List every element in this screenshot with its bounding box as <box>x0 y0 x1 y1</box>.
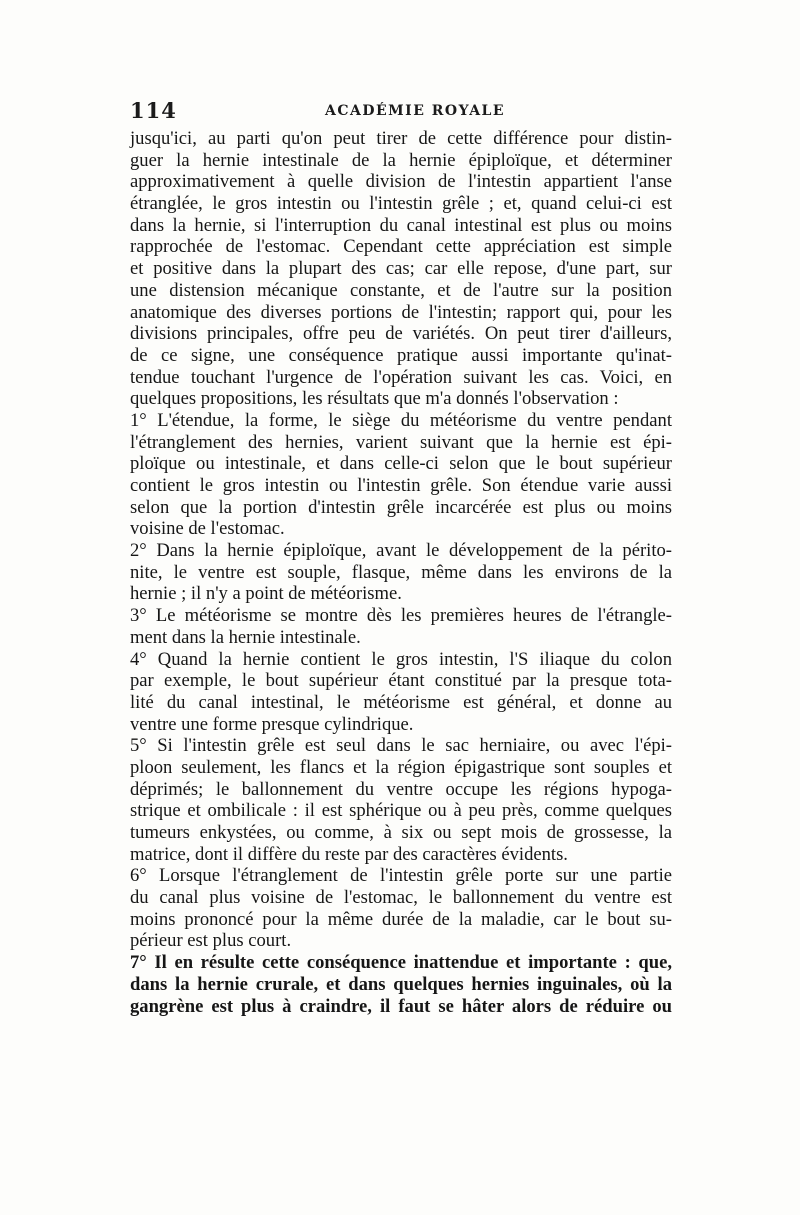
text-line: étranglée, le gros intestin ou l'intestin grêle ; et, quand celui-ci est <box>130 193 672 215</box>
text-line: ment dans la hernie intestinale. <box>130 626 361 648</box>
text-line: divisions principales, offre peu de variétés. On peut tirer d'ailleurs, <box>130 323 672 345</box>
text-line: lité du canal intestinal, le météorisme est général, et donne au <box>130 691 672 713</box>
text-line: selon que la portion d'intestin grêle incarcérée est plus ou moins <box>130 496 672 518</box>
text-line: rapprochée de l'estomac. Cependant cette appréciation est simple <box>130 236 672 258</box>
page-header <box>130 98 670 124</box>
text-line: approximativement à quelle division de l'intestin appartient l'anse <box>130 171 672 193</box>
text-line: périeur est plus court. <box>130 930 292 952</box>
text-line: 2° Dans la hernie épiploïque, avant le développement de la périto- <box>130 540 672 562</box>
text-line: une distension mécanique constante, et de l'autre sur la position <box>130 279 672 301</box>
text-line: 5° Si l'intestin grêle est seul dans le sac herniaire, ou avec l'épi- <box>130 735 672 757</box>
text-line: ploïque ou intestinale, et dans celle-ci selon que le bout supérieur <box>130 453 672 475</box>
text-line: 6° Lorsque l'étranglement de l'intestin grêle porte sur une partie <box>130 865 672 887</box>
text-line: contient le gros intestin ou l'intestin grêle. Son étendue varie aussi <box>130 475 672 496</box>
text-line: l'étranglement des hernies, varient suivant que la hernie est épi- <box>130 431 672 453</box>
text-line: 7° Il en résulte cette conséquence inattendue et importante : que, <box>130 952 672 974</box>
text-line: tumeurs enkystées, ou comme, à six ou sept mois de grossesse, la <box>130 822 672 843</box>
text-line: dans la hernie crurale, et dans quelques hernies inguinales, où la <box>130 973 672 995</box>
body-text <box>130 128 672 1017</box>
text-line: par exemple, le bout supérieur étant constitué par la presque tota- <box>130 670 672 692</box>
text-line: dans la hernie, si l'interruption du canal intestinal est plus ou moins <box>130 214 672 236</box>
text-line: jusqu'ici, au parti qu'on peut tirer de cette différence pour distin- <box>130 128 672 149</box>
text-line: hernie ; il n'y a point de météorisme. <box>130 583 402 605</box>
text-line: quelques propositions, les résultats que m'a donnés l'observation : <box>130 388 619 410</box>
text-line: nite, le ventre est souple, flasque, même dans les environs de la <box>130 561 672 583</box>
text-line: 3° Le météorisme se montre dès les premières heures de l'étrangle- <box>130 605 672 627</box>
text-line: 1° L'étendue, la forme, le siège du météorisme du ventre pendant <box>130 409 672 431</box>
text-line: guer la hernie intestinale de la hernie épiploïque, et déterminer <box>130 149 672 171</box>
text-line: du canal plus voisine de l'estomac, le ballonnement du ventre est <box>130 887 672 909</box>
text-line: de ce signe, une conséquence pratique aussi importante qu'inat- <box>130 344 672 366</box>
text-line: ploon seulement, les flancs et la région épigastrique sont souples et <box>130 756 672 778</box>
text-line: ventre une forme presque cylindrique. <box>130 713 414 735</box>
page-number: 114 <box>130 98 177 123</box>
text-line: 4° Quand la hernie contient le gros intestin, l'S iliaque du colon <box>130 648 672 670</box>
text-line: voisine de l'estomac. <box>130 518 285 540</box>
text-line: strique et ombilicale : il est sphérique ou à peu près, comme quelques <box>130 800 672 822</box>
text-line: anatomique des diverses portions de l'intestin; rapport qui, pour les <box>130 301 672 323</box>
text-line: et positive dans la plupart des cas; car elle repose, d'une part, sur <box>130 258 672 280</box>
text-line: tendue touchant l'urgence de l'opération suivant les cas. Voici, en <box>130 366 672 388</box>
text-line: moins prononcé pour la même durée de la maladie, car le bout su- <box>130 908 672 930</box>
text-line: déprimés; le ballonnement du ventre occupe les régions hypoga- <box>130 778 672 800</box>
running-head: ACADÉMIE ROYALE <box>325 103 506 119</box>
text-line: matrice, dont il diffère du reste par des caractères évidents. <box>130 843 568 865</box>
text-line: gangrène est plus à craindre, il faut se hâter alors de réduire ou <box>130 995 672 1017</box>
